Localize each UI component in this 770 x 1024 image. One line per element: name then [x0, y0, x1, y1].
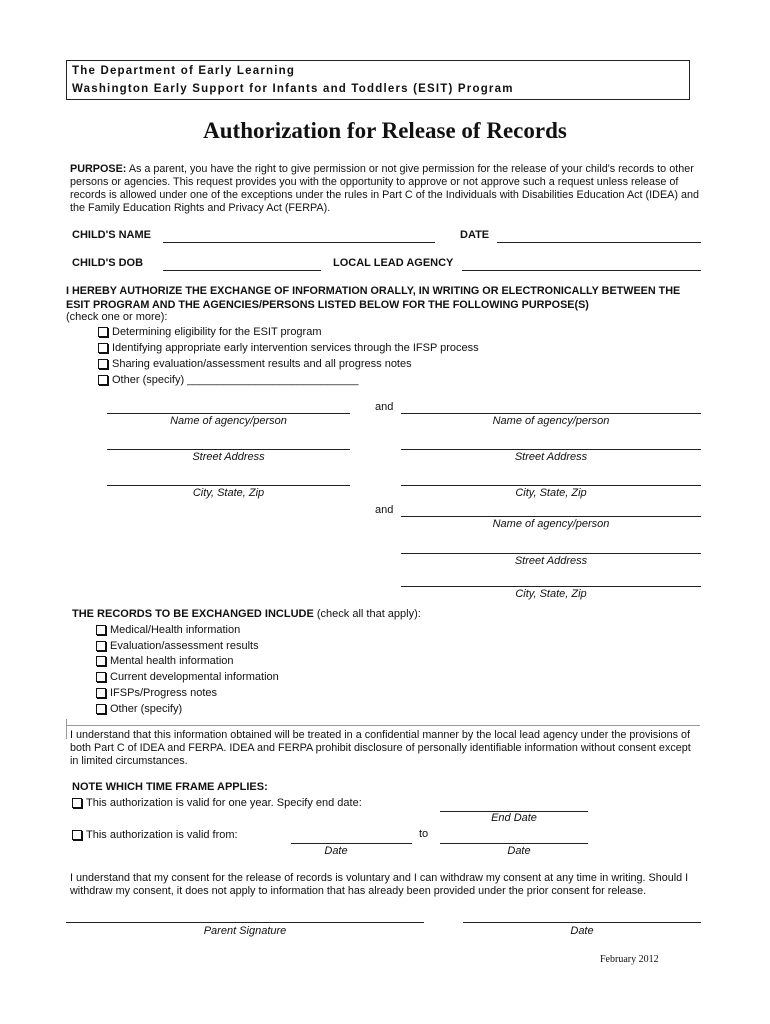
form-title: Authorization for Release of Records: [203, 118, 567, 143]
agency-1-street-field[interactable]: [107, 449, 350, 450]
agency-3-street-field[interactable]: [401, 553, 701, 554]
checkbox-icon[interactable]: [96, 688, 106, 698]
signature-date-field[interactable]: [463, 922, 701, 923]
checkbox-icon[interactable]: [98, 359, 108, 369]
local-lead-agency-field[interactable]: [462, 270, 701, 271]
local-lead-agency-label: LOCAL LEAD AGENCY: [333, 257, 454, 269]
option-label: Medical/Health information: [110, 624, 241, 636]
option-label: Identifying appropriate early intervention services through the IFSP process: [112, 342, 479, 354]
records-heading-rest: (check all that apply):: [313, 608, 421, 620]
signature-date-caption: Date: [570, 925, 594, 937]
agency-2-name-field[interactable]: [401, 413, 701, 414]
to-label: to: [419, 828, 429, 840]
check-hint: (check one or more):: [66, 311, 168, 323]
date-field[interactable]: [497, 242, 701, 243]
parent-signature-caption: Parent Signature: [203, 925, 287, 937]
checkbox-icon[interactable]: [96, 641, 106, 651]
option-label: Sharing evaluation/assessment results and all progress notes: [112, 358, 412, 370]
record-option-mental-health[interactable]: [96, 655, 234, 667]
option-label: IFSPs/Progress notes: [110, 687, 217, 699]
records-heading: [72, 608, 421, 620]
agency-3-city-caption: City, State, Zip: [515, 588, 587, 600]
purpose-option-eligibility[interactable]: [98, 326, 322, 338]
purpose-option-sharing[interactable]: [98, 358, 412, 370]
purpose-paragraph: [70, 163, 700, 215]
option-label: Determining eligibility for the ESIT program: [112, 326, 322, 338]
childs-dob-field[interactable]: [163, 270, 321, 271]
agency-2-name-caption: Name of agency/person: [492, 415, 610, 427]
checkbox-icon[interactable]: [96, 625, 106, 635]
agency-3-name-field[interactable]: [401, 516, 701, 517]
agency-2-street-field[interactable]: [401, 449, 701, 450]
childs-name-label: CHILD'S NAME: [72, 229, 152, 241]
option-label: Evaluation/assessment results: [110, 640, 259, 652]
record-option-ifsps[interactable]: [96, 687, 217, 699]
checkbox-icon[interactable]: [96, 656, 106, 666]
checkbox-icon[interactable]: [96, 672, 106, 682]
end-date-caption: End Date: [491, 812, 537, 824]
option-label: Other (specify) ____________________________: [112, 374, 359, 386]
date-label: DATE: [460, 229, 490, 241]
checkbox-icon[interactable]: [96, 704, 106, 714]
department-name: The Department of Early Learning: [72, 65, 296, 77]
checkbox-icon[interactable]: [98, 375, 108, 385]
timeframe-heading: NOTE WHICH TIME FRAME APPLIES:: [72, 781, 268, 793]
from-date-field[interactable]: [291, 843, 412, 844]
parent-signature-field[interactable]: [66, 922, 424, 923]
option-label: Current developmental information: [110, 671, 279, 683]
purpose-text: As a parent, you have the right to give permission or not give permission for the release of your child's records to other persons or agencies. This request provides you with the opportunity to approve or not approve such a request unless release of records is allowed under one of the exceptions under the rules in Part C of the Individuals with Disabilities Education Act (IDEA) and the Family Education Rights and Privacy Act (FERPA).: [70, 163, 699, 214]
section-divider: [66, 725, 700, 726]
agency-1-city-field[interactable]: [107, 485, 350, 486]
to-date-caption: Date: [507, 845, 531, 857]
record-option-other[interactable]: [96, 703, 182, 715]
record-option-developmental[interactable]: [96, 671, 279, 683]
checkbox-icon[interactable]: [72, 798, 82, 808]
record-option-evaluation[interactable]: [96, 640, 259, 652]
from-date-caption: Date: [324, 845, 348, 857]
option-label: This authorization is valid from:: [86, 829, 238, 841]
checkbox-icon[interactable]: [98, 343, 108, 353]
agency-1-city-caption: City, State, Zip: [192, 487, 265, 499]
timeframe-one-year-option[interactable]: [72, 797, 362, 809]
childs-name-field[interactable]: [163, 242, 435, 243]
purpose-option-other[interactable]: [98, 374, 358, 386]
purpose-label: PURPOSE:: [70, 163, 127, 175]
timeframe-valid-from-option[interactable]: [72, 829, 238, 841]
childs-dob-label: CHILD'S DOB: [72, 257, 144, 269]
authorize-statement: I HEREBY AUTHORIZE THE EXCHANGE OF INFORMATION ORALLY, IN WRITING OR ELECTRONICALLY BETWEEN THE ESIT PROGRAM AND THE AGENCIES/PERSONS LISTED BELOW FOR THE FOLLOWING PURPOSE(S): [66, 285, 681, 311]
divider-tick: [66, 719, 67, 739]
agency-2-street-caption: Street Address: [514, 451, 588, 463]
confidentiality-statement: I understand that this information obtained will be treated in a confidential manner by the local lead agency under the provisions of both Part C of IDEA and FERPA. IDEA and FERPA prohibit disclosure of personally identifiable information without consent except in limited circumstances.: [70, 729, 691, 767]
to-date-field[interactable]: [440, 843, 588, 844]
agency-2-city-caption: City, State, Zip: [515, 487, 587, 499]
checkbox-icon[interactable]: [72, 830, 82, 840]
records-heading-bold: THE RECORDS TO BE EXCHANGED INCLUDE: [72, 608, 314, 620]
and-connector-2: and: [375, 504, 394, 516]
purpose-option-services[interactable]: [98, 342, 479, 354]
consent-statement: I understand that my consent for the release of records is voluntary and I can withdraw my consent at any time in writing. Should I withdraw my consent, it does not apply to information that has already been provided under the prior consent for release.: [70, 872, 689, 897]
checkbox-icon[interactable]: [98, 327, 108, 337]
record-option-medical[interactable]: [96, 624, 240, 636]
agency-3-street-caption: Street Address: [514, 555, 588, 567]
option-label: Mental health information: [110, 655, 234, 667]
option-label: Other (specify): [110, 703, 183, 715]
and-connector-1: and: [375, 401, 394, 413]
agency-1-name-field[interactable]: [107, 413, 350, 414]
program-name: Washington Early Support for Infants and Toddlers (ESIT) Program: [72, 83, 514, 95]
agency-1-street-caption: Street Address: [192, 451, 265, 463]
agency-3-city-field[interactable]: [401, 586, 701, 587]
option-label: This authorization is valid for one year. Specify end date:: [86, 797, 362, 809]
agency-2-city-field[interactable]: [401, 485, 701, 486]
revision-date: February 2012: [600, 954, 659, 965]
agency-1-name-caption: Name of agency/person: [170, 415, 287, 427]
agency-3-name-caption: Name of agency/person: [492, 518, 610, 530]
